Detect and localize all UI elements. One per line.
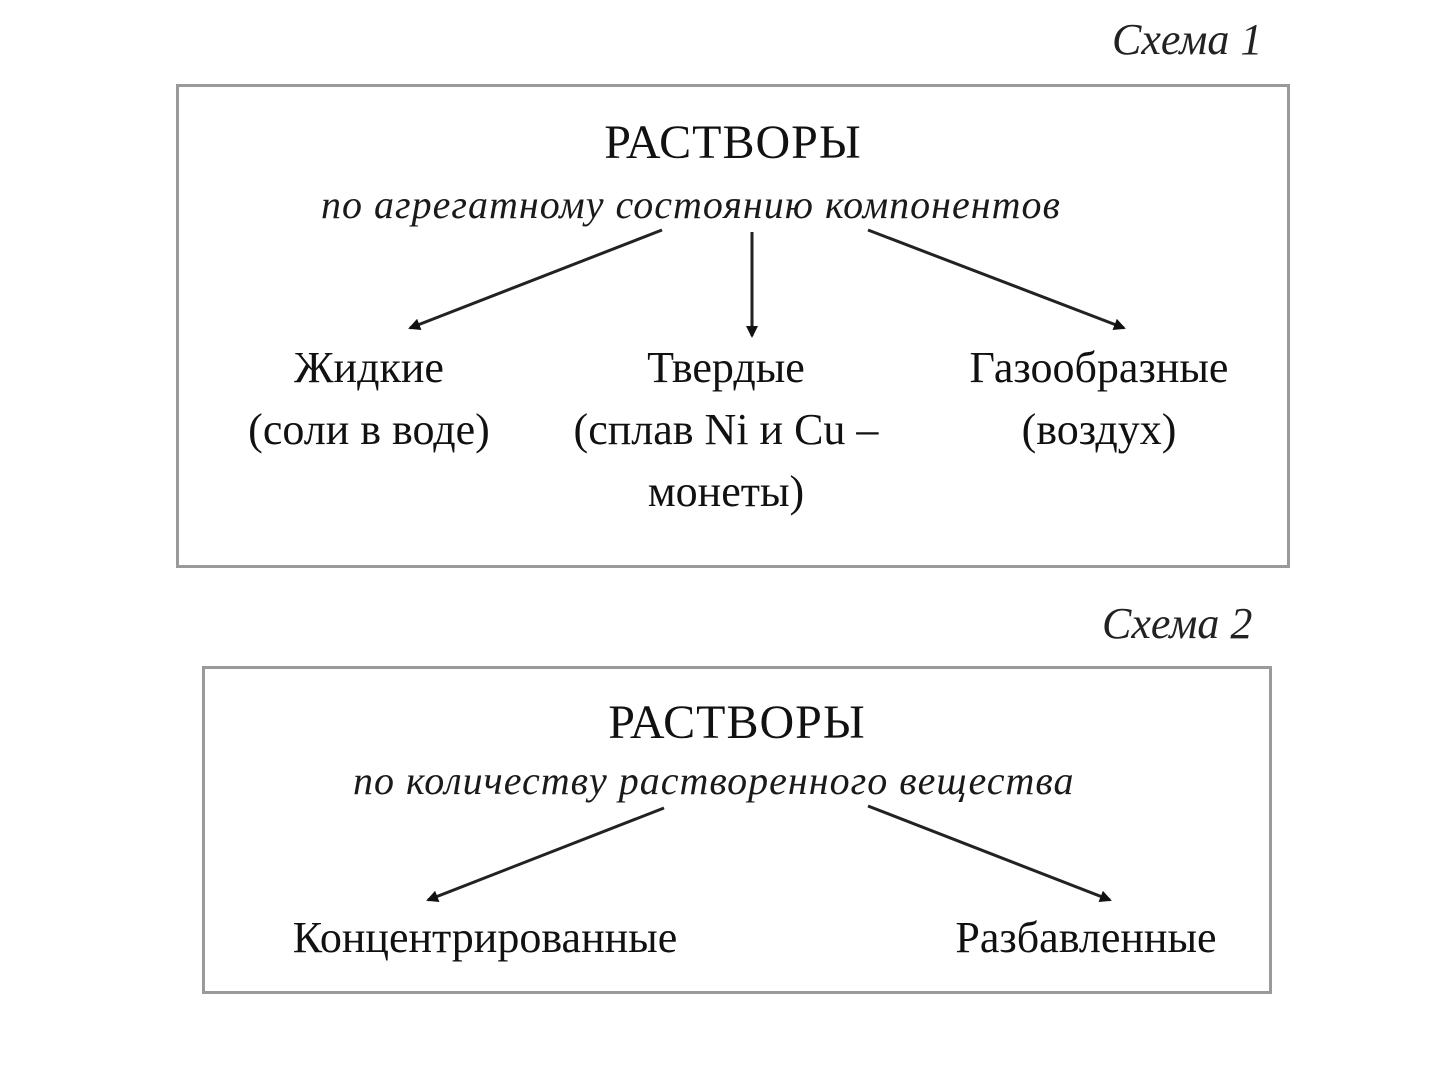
scheme-2-caption: Схема 2 bbox=[1102, 599, 1253, 648]
node-label: Газообразные bbox=[969, 343, 1229, 392]
scheme-1-caption: Схема 1 bbox=[1112, 15, 1263, 64]
node-label: Твердые bbox=[647, 343, 805, 392]
node-label: Концентрированные bbox=[292, 913, 678, 962]
scheme-1-arrow-gaseous bbox=[868, 230, 1124, 328]
node-example-continued: монеты) bbox=[647, 467, 805, 516]
scheme-2-arrow-dilute bbox=[868, 806, 1110, 900]
node-label: Жидкие bbox=[294, 343, 444, 392]
scheme-2-arrow-concentrated bbox=[428, 808, 664, 900]
scheme-1-title: РАСТВОРЫ bbox=[604, 116, 862, 169]
node-example: (воздух) bbox=[1021, 405, 1177, 454]
scheme-1-arrow-liquid bbox=[410, 230, 662, 328]
scheme-2-title: РАСТВОРЫ bbox=[608, 696, 866, 749]
node-label: Разбавленные bbox=[955, 913, 1217, 962]
scheme-2-subtitle: по количеству растворенного вещества bbox=[353, 758, 1075, 803]
node-example: (соли в воде) bbox=[248, 405, 490, 454]
node-example: (сплав Ni и Cu – bbox=[573, 405, 879, 454]
scheme-1-subtitle: по агрегатному состоянию компонентов bbox=[321, 182, 1061, 227]
